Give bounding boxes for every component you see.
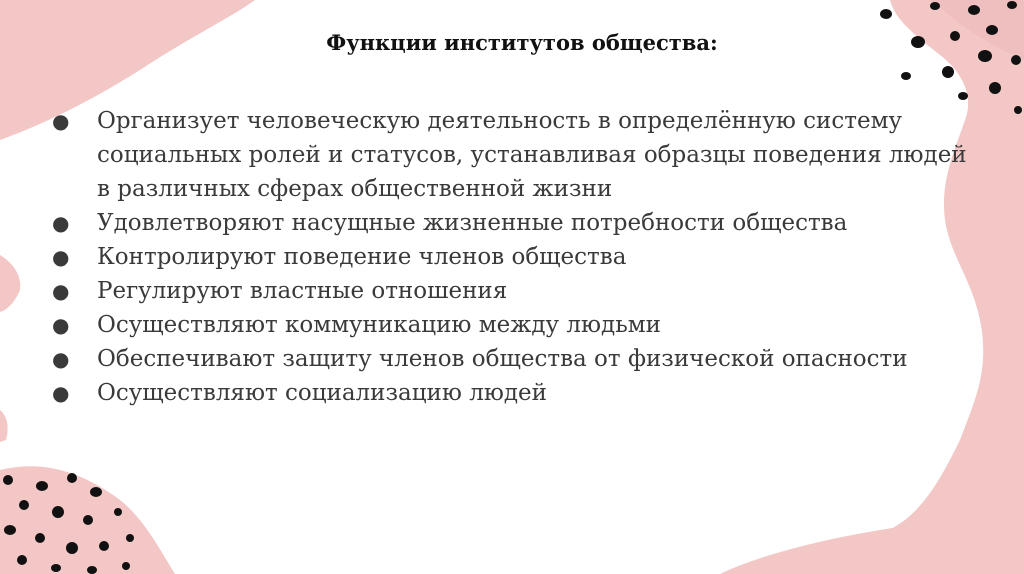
bullet-list [52,104,972,410]
bullet-item [52,274,972,308]
bullet-dot-icon: ● [52,313,70,337]
bullet-item [52,308,972,342]
bullet-item [52,240,972,274]
bullet-dot-icon: ● [52,347,70,371]
bullet-item [52,342,972,376]
bullet-item [52,376,972,410]
pink-brush-left-2 [0,410,8,442]
bullet-item [52,104,972,206]
slide-title: Функции институтов общества: [326,30,718,55]
bullet-text: Осуществляют коммуникацию между людьми [97,312,661,338]
bullet-text: Обеспечивают защиту членов общества от физической опасности [97,346,908,372]
bullet-dot-icon: ● [52,109,70,133]
pink-brush-left [0,255,20,312]
bullet-dot-icon: ● [52,279,70,303]
bullet-dot-icon: ● [52,381,70,405]
bullet-text: Контролируют поведение членов общества [97,244,627,270]
bullet-dot-icon: ● [52,211,70,235]
bullet-text: Удовлетворяют насущные жизненные потребности общества [97,210,848,236]
bullet-text: Регулируют властные отношения [97,278,508,304]
bullet-text: Осуществляют социализацию людей [97,380,547,406]
bullet-dot-icon: ● [52,245,70,269]
bullet-text: Организует человеческую деятельность в определённую систему социальных ролей и статусов, устанавливая образцы поведения людей в различных сферах общественной жизни [97,108,967,202]
bullet-item [52,206,972,240]
